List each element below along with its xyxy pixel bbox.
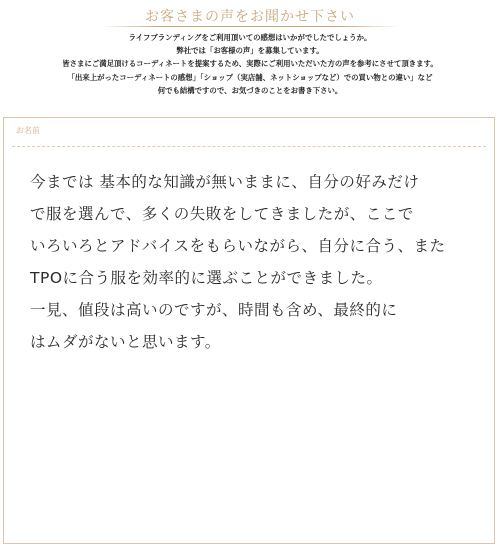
intro-line: 「出来上がったコーディネートの感想」「ショップ（実店舗、ネットショップなど）での買い物との違い」など — [67, 72, 433, 82]
name-label: お名前 — [16, 126, 40, 135]
page-title: お客さまの声をお聞かせ下さい — [145, 9, 355, 25]
comment-line: で服を選んで、多くの失敗をしてきましたが、ここで — [30, 205, 414, 223]
title-divider — [100, 26, 400, 27]
intro-line: ライフブランディングをご利用頂いての感想はいかがでしたでしょうか。 — [128, 33, 372, 42]
handwritten-comment — [30, 166, 480, 358]
comment-line: いろいろとアドバイスをもらいながら、自分に合う、また — [30, 237, 446, 255]
intro-line: 弊社では「お客様の声」を募集しています。 — [176, 46, 324, 56]
comment-line: 今までは 基本的な知識が無いままに、自分の好みだけ — [30, 173, 420, 191]
name-divider — [12, 146, 486, 148]
comment-line: 一見、値段は高いのですが、時間も含め、最終的に — [30, 301, 398, 319]
intro-line: 何でも結構ですので、お気づきのことをお書き下さい。 — [157, 85, 343, 95]
comment-line: TPOに合う服を効率的に選ぶことができました。 — [30, 269, 383, 287]
comment-line: はムダがないと思います。 — [30, 333, 221, 351]
comment-card — [3, 117, 495, 544]
intro-line: 皆さまにご満足頂けるコーディネートを提案するため、実際にご利用いただいた方の声を参考にさせて頂きます。 — [62, 59, 438, 69]
intro-text — [0, 31, 500, 97]
